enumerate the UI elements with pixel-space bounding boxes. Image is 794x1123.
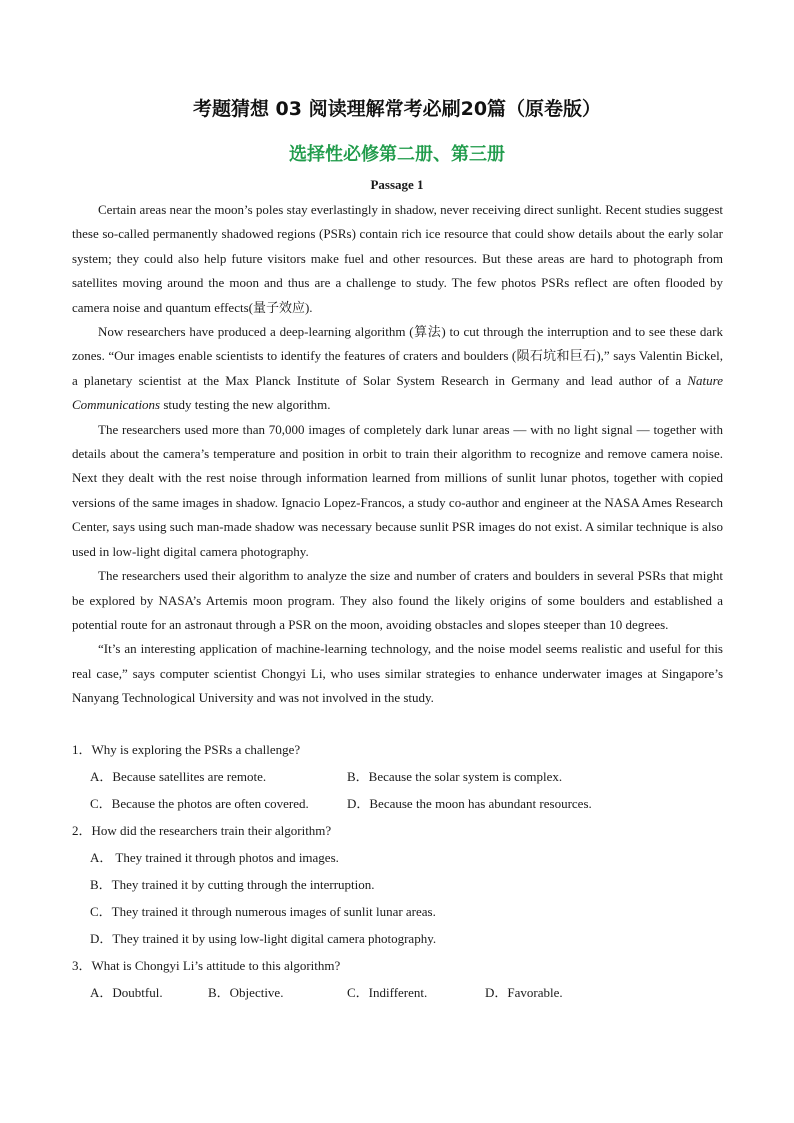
- question-3-stem: 3．What is Chongyi Li’s attitude to this algorithm?: [72, 958, 341, 973]
- question-3-option-b: B．Objective.: [208, 985, 284, 1000]
- question-2-option-d-row: [72, 929, 723, 949]
- question-2-option-c-row: [72, 902, 723, 922]
- question-3-option-a: A．Doubtful.: [90, 985, 163, 1000]
- question-1-stem: 1．Why is exploring the PSRs a challenge?: [72, 742, 301, 757]
- question-2-option-c: C．They trained it through numerous images of sunlit lunar areas.: [90, 904, 436, 919]
- question-3-option-d: D．Favorable.: [485, 985, 563, 1000]
- question-3-option-c: C．Indifferent.: [347, 985, 428, 1000]
- question-2-option-a-row: [72, 848, 723, 868]
- paragraph-1: Certain areas near the moon’s poles stay everlastingly in shadow, never receiving direct sunlight. Recent studies suggest these so-called permanently shadowed regions (PSRs) contain rich ice resource that could show details about the early solar system; they could also help future visitors make fuel and other resources. But these areas are hard to photograph from satellites moving around the moon and thus are a challenge to study. The few photos PSRs reflect are often flooded by camera noise and quantum effects(量子效应).: [72, 202, 723, 315]
- paragraph-2-text: Now researchers have produced a deep-learning algorithm (算法) to cut through the interruption and to see these dark zones. “Our images enable scientists to identify the features of craters and boulders (陨石坑和巨石),” says Valentin Bickel, a planetary scientist at the Max Planck Institute of Solar System Research in Germany and lead author of a: [72, 324, 723, 388]
- question-1-options-row-2: [72, 794, 723, 814]
- question-2-option-b-row: [72, 875, 723, 895]
- question-1-option-d: D．Because the moon has abundant resources.: [347, 796, 592, 811]
- question-2-stem: 2．How did the researchers train their algorithm?: [72, 823, 332, 838]
- question-1-option-c: C．Because the photos are often covered.: [90, 796, 309, 811]
- paragraph-4: The researchers used their algorithm to analyze the size and number of craters and boulders in several PSRs that might be explored by NASA’s Artemis moon program. They also found the likely origins of some boulders and established a potential route for an astronaut through a PSR on the moon, avoiding obstacles and slopes steeper than 10 degrees.: [72, 568, 723, 632]
- passage-body: [72, 198, 723, 711]
- question-1-options-row-1: [72, 767, 723, 787]
- paragraph-3: The researchers used more than 70,000 images of completely dark lunar areas — with no light signal — together with details about the camera’s temperature and position in orbit to train their algorithm to recognize and remove camera noise. Next they dealt with the rest noise through information learned from millions of sunlit lunar photos, together with copied versions of the same images in shadow. Ignacio Lopez-Francos, a study co-author and engineer at the NASA Ames Research Center, says using such man-made shadow was necessary because sunlit PSR images do not exist. A similar technique is also used in low-light digital camera photography.: [72, 421, 723, 559]
- question-2-option-b: B．They trained it by cutting through the interruption.: [90, 877, 375, 892]
- passage-label: Passage 1: [370, 177, 424, 192]
- question-2-option-a: A． They trained it through photos and images.: [90, 850, 339, 865]
- document-title: 考题猜想 03 阅读理解常考必刷20篇（原卷版）: [192, 98, 602, 120]
- paragraph-5: “It’s an interesting application of machine-learning technology, and the noise model seems realistic and useful for this real case,” says computer scientist Chongyi Li, who uses similar strategies to enhance underwater images at Singapore’s Nanyang Technological University and was not involved in the study.: [72, 641, 723, 706]
- journal-name: Nature Communications: [72, 372, 723, 413]
- paragraph-2: [72, 320, 723, 418]
- question-1-option-a: A．Because satellites are remote.: [90, 769, 267, 784]
- question-list: [72, 740, 723, 1010]
- question-1-option-b: B．Because the solar system is complex.: [347, 769, 563, 784]
- paragraph-2-end: study testing the new algorithm.: [160, 397, 331, 413]
- question-2-option-d: D．They trained it by using low-light digital camera photography.: [90, 931, 437, 946]
- document-subtitle: 选择性必修第二册、第三册: [289, 144, 505, 165]
- question-3-options-row: [72, 983, 723, 1003]
